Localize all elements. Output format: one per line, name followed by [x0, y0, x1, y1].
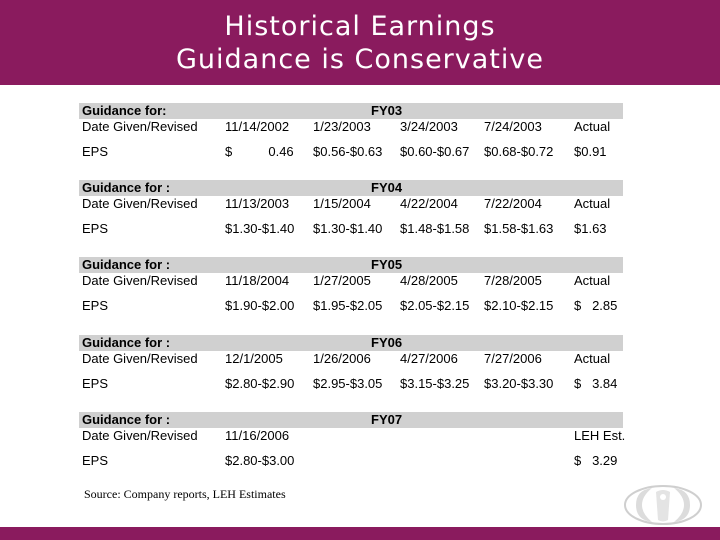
table-cell: 7/24/2003: [484, 119, 542, 134]
table-header: [79, 180, 623, 196]
guidance-for-label: Guidance for :: [82, 180, 171, 195]
guidance-table-fy05: [79, 257, 623, 314]
table-cell: 4/28/2005: [400, 273, 458, 288]
table-cell: Date Given/Revised: [82, 119, 198, 134]
guidance-table-fy04: [79, 180, 623, 237]
table-cell: 7/28/2005: [484, 273, 542, 288]
company-logo-icon: [622, 484, 704, 526]
table-header: [79, 103, 623, 119]
guidance-for-label: Guidance for :: [82, 335, 171, 350]
title-line-2: Guidance is Conservative: [176, 43, 544, 75]
table-cell: Date Given/Revised: [82, 273, 198, 288]
table-cell: $1.48-$1.58: [400, 221, 470, 236]
table-cell: $2.80-$2.90: [225, 376, 295, 391]
table-header: [79, 257, 623, 273]
table-cell: $2.05-$2.15: [400, 298, 470, 313]
table-cell: 1/26/2006: [313, 351, 371, 366]
date-row: [79, 428, 626, 444]
table-cell: $2.80-$3.00: [225, 453, 295, 468]
table-cell: $0.68-$0.72: [484, 144, 554, 159]
row-gap: [79, 135, 623, 144]
table-cell: $2.10-$2.15: [484, 298, 554, 313]
table-cell: $1.58-$1.63: [484, 221, 554, 236]
guidance-table-fy07: [79, 412, 626, 469]
table-cell: 4/27/2006: [400, 351, 458, 366]
table-cell: Date Given/Revised: [82, 196, 198, 211]
table-cell: $0.60-$0.67: [400, 144, 470, 159]
table-cell: $ 2.85: [574, 298, 618, 313]
row-gap: [79, 212, 623, 221]
table-cell: 1/15/2004: [313, 196, 371, 211]
table-cell: 11/18/2004: [225, 273, 290, 288]
table-cell: 11/14/2002: [225, 119, 290, 134]
fiscal-year-label: FY04: [371, 180, 403, 195]
table-cell: Date Given/Revised: [82, 351, 198, 366]
table-cell: EPS: [82, 376, 109, 391]
table-cell: 11/16/2006: [225, 428, 290, 443]
guidance-for-label: Guidance for :: [82, 412, 171, 427]
table-cell: EPS: [82, 298, 109, 313]
date-row: [79, 119, 623, 135]
date-row: [79, 351, 623, 367]
table-cell: Actual: [574, 273, 611, 288]
table-cell: 3/24/2003: [400, 119, 458, 134]
table-cell: $ 0.46: [225, 144, 294, 159]
table-cell: 1/27/2005: [313, 273, 371, 288]
row-gap: [79, 444, 623, 453]
table-cell: Date Given/Revised: [82, 428, 198, 443]
table-cell: Actual: [574, 196, 611, 211]
title-banner: [0, 0, 720, 85]
table-cell: $1.63: [574, 221, 607, 236]
table-cell: $1.90-$2.00: [225, 298, 295, 313]
fiscal-year-label: FY07: [371, 412, 403, 427]
eps-row: [79, 144, 623, 160]
table-cell: Actual: [574, 119, 611, 134]
eps-row: [79, 221, 623, 237]
guidance-for-label: Guidance for:: [82, 103, 167, 118]
table-cell: EPS: [82, 144, 109, 159]
footer-bar: [0, 527, 720, 540]
fiscal-year-label: FY05: [371, 257, 403, 272]
table-cell: EPS: [82, 453, 109, 468]
table-cell: $1.30-$1.40: [313, 221, 383, 236]
table-cell: 4/22/2004: [400, 196, 458, 211]
table-cell: $ 3.29: [574, 453, 618, 468]
table-cell: 1/23/2003: [313, 119, 371, 134]
table-header: [79, 335, 623, 351]
table-cell: $2.95-$3.05: [313, 376, 383, 391]
table-cell: $0.91: [574, 144, 607, 159]
guidance-for-label: Guidance for :: [82, 257, 171, 272]
table-cell: Actual: [574, 351, 611, 366]
table-cell: $1.95-$2.05: [313, 298, 383, 313]
row-gap: [79, 289, 623, 298]
table-cell: $1.30-$1.40: [225, 221, 295, 236]
guidance-table-fy06: [79, 335, 623, 392]
date-row: [79, 196, 623, 212]
date-row: [79, 273, 623, 289]
row-gap: [79, 367, 623, 376]
table-cell: $3.20-$3.30: [484, 376, 554, 391]
table-cell: $0.56-$0.63: [313, 144, 383, 159]
fiscal-year-label: FY06: [371, 335, 403, 350]
table-cell: LEH Est.: [574, 428, 626, 443]
table-cell: 12/1/2005: [225, 351, 283, 366]
guidance-table-fy03: [79, 103, 623, 160]
eps-row: [79, 453, 623, 469]
table-cell: 11/13/2003: [225, 196, 290, 211]
eps-row: [79, 376, 623, 392]
eps-row: [79, 298, 623, 314]
table-cell: EPS: [82, 221, 109, 236]
fiscal-year-label: FY03: [371, 103, 403, 118]
source-note: Source: Company reports, LEH Estimates: [84, 487, 286, 501]
table-cell: 7/27/2006: [484, 351, 542, 366]
table-header: [79, 412, 623, 428]
title-line-1: Historical Earnings: [224, 10, 496, 42]
table-cell: 7/22/2004: [484, 196, 542, 211]
table-cell: $ 3.84: [574, 376, 618, 391]
table-cell: $3.15-$3.25: [400, 376, 470, 391]
